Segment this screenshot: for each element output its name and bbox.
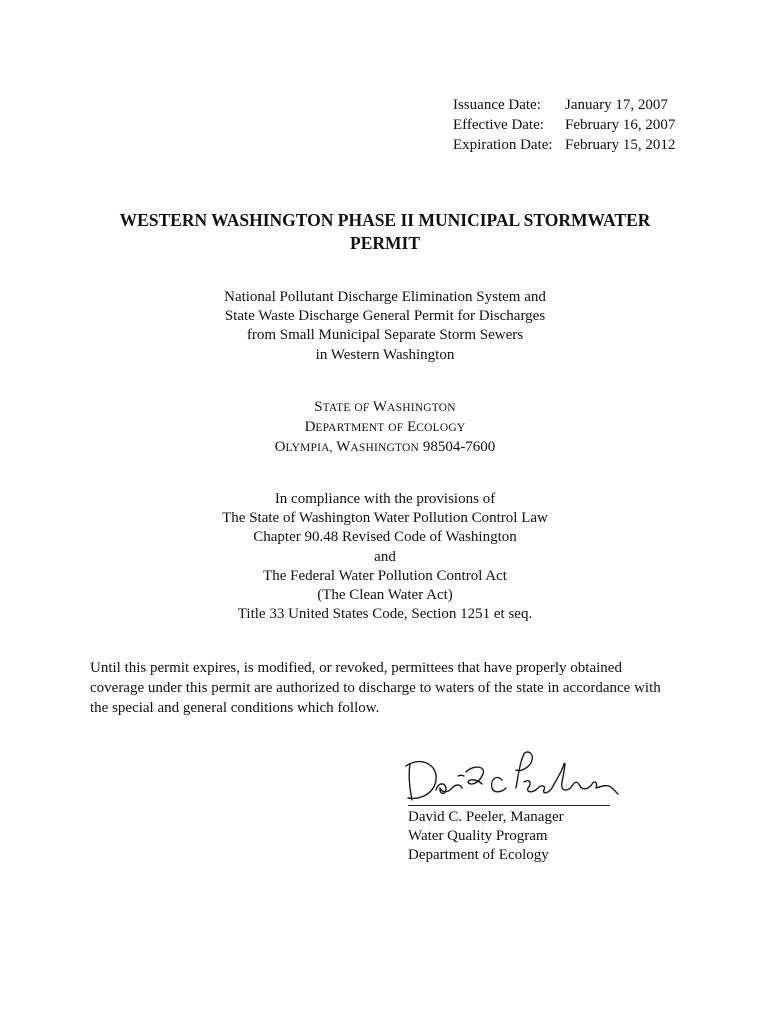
- compliance-line-1: In compliance with the provisions of: [274, 491, 496, 507]
- authorization-paragraph: [90, 658, 690, 718]
- compliance-line-5: The Federal Water Pollution Control Act: [263, 567, 507, 584]
- compliance-line-2: The State of Washington Water Pollution Control Law: [222, 510, 548, 527]
- compliance-statement: [0, 490, 770, 624]
- compliance-line-6: (The Clean Water Act): [317, 587, 453, 604]
- effective-date-row: [453, 115, 675, 135]
- compliance-line-4: and: [374, 548, 396, 565]
- effective-date-label: Effective Date:: [453, 117, 544, 133]
- authorization-line-3: the special and general conditions which follow.: [90, 700, 380, 716]
- signature-line: [408, 805, 610, 806]
- authorization-line-1: Until this permit expires, is modified, or revoked, permittees that have properly obtained: [90, 660, 622, 676]
- compliance-line-7: Title 33 United States Code, Section 1251 et seq.: [237, 606, 533, 623]
- agency-department: DEPARTMENT OF ECOLOGY: [304, 419, 466, 436]
- signer-department: Department of Ecology: [408, 847, 549, 864]
- issuance-date-row: [453, 95, 675, 115]
- permit-title-line-1: WESTERN WASHINGTON PHASE II MUNICIPAL STORMWATER: [119, 210, 651, 230]
- signer-name-title: David C. Peeler, Manager: [408, 809, 564, 825]
- signer-program: Water Quality Program: [408, 828, 548, 845]
- subtitle-line-3: from Small Municipal Separate Storm Sewers: [246, 327, 524, 344]
- agency-city: OLYMPIA, WASHINGTON 98504-7600: [274, 439, 496, 456]
- subtitle-line-2: State Waste Discharge General Permit for Discharges: [224, 308, 546, 325]
- handwritten-signature: [398, 742, 620, 804]
- expiration-date-value: February 15, 2012: [565, 137, 676, 153]
- effective-date-value: February 16, 2007: [565, 117, 676, 133]
- permit-title-line-2: PERMIT: [350, 233, 420, 253]
- agency-address: [0, 398, 770, 459]
- signer-block: [408, 808, 564, 866]
- expiration-date-label: Expiration Date:: [453, 137, 553, 153]
- issuance-date-value: January 17, 2007: [565, 97, 668, 113]
- compliance-line-3: Chapter 90.48 Revised Code of Washington: [253, 529, 517, 546]
- permit-dates: [453, 95, 675, 155]
- permit-subtitle: [0, 288, 770, 365]
- authorization-line-2: coverage under this permit are authorized to discharge to waters of the state in accordance with: [90, 680, 661, 696]
- subtitle-line-1: National Pollutant Discharge Elimination System and: [224, 289, 546, 305]
- agency-state: STATE OF WASHINGTON: [314, 399, 456, 415]
- expiration-date-row: [453, 135, 675, 155]
- issuance-date-label: Issuance Date:: [453, 97, 541, 113]
- subtitle-line-4: in Western Washington: [315, 346, 455, 363]
- permit-title: [0, 209, 770, 255]
